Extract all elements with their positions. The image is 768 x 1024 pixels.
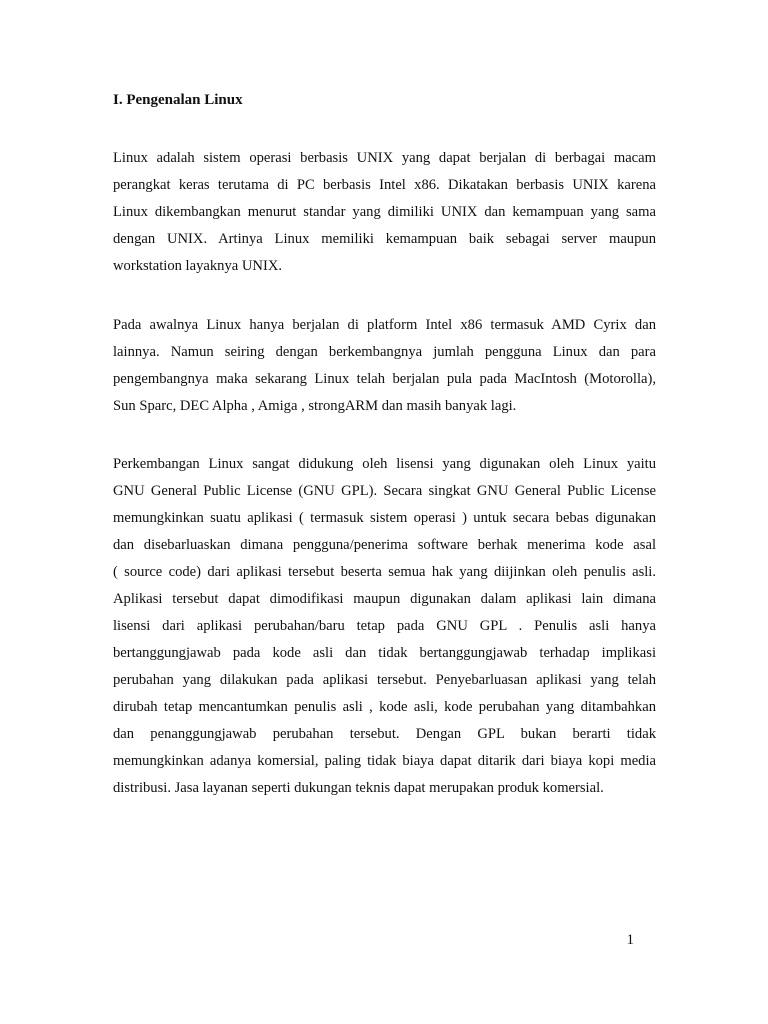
paragraph-line: memungkinkan suatu aplikasi ( termasuk sistem operasi ) untuk secara bebas digunakan [113, 510, 656, 526]
paragraph-line: pengembangnya maka sekarang Linux telah berjalan pula pada MacIntosh (Motorolla), [113, 371, 656, 387]
paragraph-2 [113, 312, 656, 420]
paragraph-line: Aplikasi tersebut dapat dimodifikasi maupun digunakan dalam aplikasi lain dimana [113, 591, 656, 607]
paragraph-line: lisensi dari aplikasi perubahan/baru tetap pada GNU GPL . Penulis asli hanya [113, 618, 656, 634]
paragraph-line: Pada awalnya Linux hanya berjalan di platform Intel x86 termasuk AMD Cyrix dan [113, 317, 656, 333]
paragraph-line: memungkinkan adanya komersial, paling tidak biaya dapat ditarik dari biaya kopi media [113, 753, 656, 769]
paragraph-1 [113, 145, 656, 280]
section-heading: I. Pengenalan Linux [113, 92, 243, 108]
paragraph-line: Sun Sparc, DEC Alpha , Amiga , strongARM dan masih banyak lagi. [113, 398, 517, 414]
paragraph-line: bertanggungjawab pada kode asli dan tidak bertanggungjawab terhadap implikasi [113, 645, 656, 661]
paragraph-line: dan disebarluaskan dimana pengguna/penerima software berhak menerima kode asal [113, 537, 656, 553]
paragraph-line: dan penanggungjawab perubahan tersebut. Dengan GPL bukan berarti tidak [113, 726, 656, 742]
paragraph-line: perangkat keras terutama di PC berbasis Intel x86. Dikatakan berbasis UNIX karena [113, 177, 656, 193]
paragraph-line: dengan UNIX. Artinya Linux memiliki kemampuan baik sebagai server maupun [113, 231, 656, 247]
paragraph-line: ( source code) dari aplikasi tersebut beserta semua hak yang diijinkan oleh penulis asli. [113, 564, 656, 580]
paragraph-line: Linux dikembangkan menurut standar yang dimiliki UNIX dan kemampuan yang sama [113, 204, 656, 220]
paragraph-line: distribusi. Jasa layanan seperti dukungan teknis dapat merupakan produk komersial. [113, 780, 604, 796]
paragraph-line: Linux adalah sistem operasi berbasis UNIX yang dapat berjalan di berbagai macam [113, 150, 656, 166]
paragraph-line: perubahan yang dilakukan pada aplikasi tersebut. Penyebarluasan aplikasi yang telah [113, 672, 656, 688]
page-number: 1 [626, 932, 634, 948]
paragraph-3 [113, 451, 656, 802]
paragraph-line: Perkembangan Linux sangat didukung oleh lisensi yang digunakan oleh Linux yaitu [113, 456, 656, 472]
paragraph-line: dirubah tetap mencantumkan penulis asli , kode asli, kode perubahan yang ditambahkan [113, 699, 656, 715]
paragraph-line: GNU General Public License (GNU GPL). Secara singkat GNU General Public License [113, 483, 656, 499]
paragraph-line: lainnya. Namun seiring dengan berkembangnya jumlah pengguna Linux dan para [113, 344, 656, 360]
paragraph-line: workstation layaknya UNIX. [113, 258, 283, 274]
